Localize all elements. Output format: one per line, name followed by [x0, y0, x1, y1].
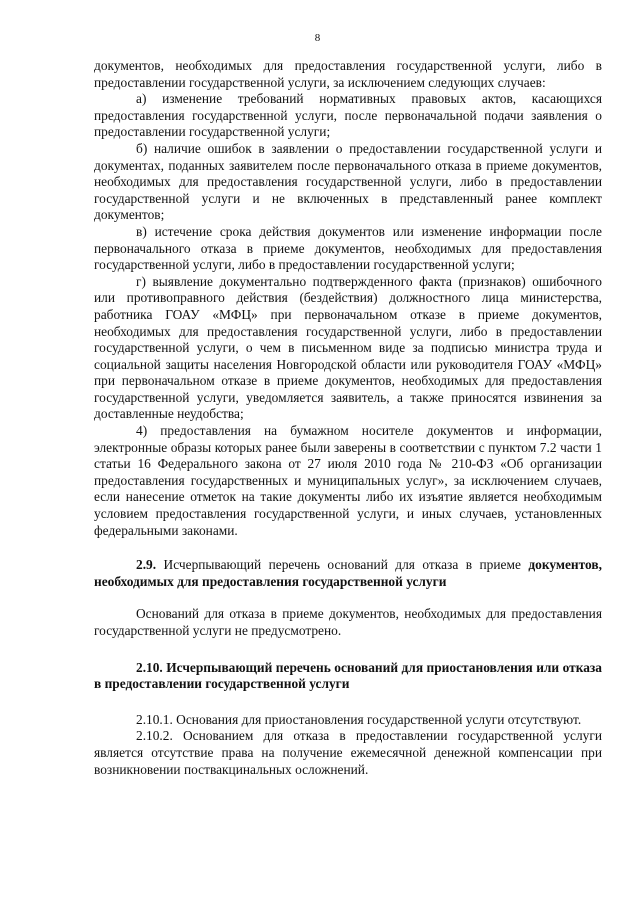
page-content: [94, 58, 602, 778]
paragraph-item-b: б) наличие ошибок в заявлении о предоставлении государственной услуги и документах, поданных заявителем после первоначального отказа в приеме документов, необходимых для предоставления государственной услуги, либо в предоставлении государственной услуги и не включенных в представленный ранее комплект документов;: [94, 140, 602, 223]
section-2-9-title: Исчерпывающий перечень оснований для отказа в приеме: [156, 557, 521, 573]
page-number: 8: [314, 32, 321, 44]
paragraph-item-g: г) выявление документально подтвержденного факта (признаков) ошибочного или противоправного действия (бездействия) должностного лица министерства, работника ГОАУ «МФЦ» при первоначальном отказе в приеме документов, необходимых для предоставления государственной услуги, либо в предоставлении государственной услуги, о чем в письменном виде за подписью министра труда и социальной защиты населения Новгородской области или руководителя ГОАУ «МФЦ» при первоначальном отказе в приеме документов, необходимых для предоставления государственной услуги, уведомляется заявитель, а также приносятся извинения за доставленные неудобства;: [94, 273, 602, 422]
paragraph-continuation: документов, необходимых для предоставления государственной услуги, либо в предоставлении государственной услуги, за исключением следующих случаев:: [94, 58, 602, 90]
paragraph-item-4: 4) предоставления на бумажном носителе документов и информации, электронные образы которых ранее были заверены в соответствии с пунктом 7.2 части 1 статьи 16 Федерального закона от 27 июля 2010 года № 210-ФЗ «Об организации предоставления государственных и муниципальных услуг», за исключением случаев, если нанесение отметок на такие документы либо их изъятие является необходимым условием предоставления государственной услуги, и иных случаев, установленных федеральными законами.: [94, 423, 602, 538]
section-2-9-heading: [94, 557, 602, 590]
section-2-10-heading: 2.10. Исчерпывающий перечень оснований для приостановления или отказа в предоставлении государственной услуги: [94, 659, 602, 692]
paragraph-item-v: в) истечение срока действия документов или изменение информации после первоначального отказа в приеме документов, необходимых для предоставления государственной услуги, либо в предоставлении государственной услуги;: [94, 223, 602, 273]
section-2-9-body: Оснований для отказа в приеме документов, необходимых для предоставления государственной услуги не предусмотрено.: [94, 606, 602, 638]
section-2-9-title-bold: документов, необходимых для предоставления государственной услуги: [94, 557, 602, 589]
section-2-9-number: 2.9.: [136, 557, 157, 573]
paragraph-item-a: а) изменение требований нормативных правовых актов, касающихся предоставления государственной услуги, после первоначальной подачи заявления о предоставлении государственной услуги;: [94, 91, 602, 140]
section-2-10-2: 2.10.2. Основанием для отказа в предоставлении государственной услуги является отсутствие права на получение ежемесячной денежной компенсации при возникновении поствакцинальных осложнений.: [94, 728, 602, 777]
section-2-10-1: 2.10.1. Основания для приостановления государственной услуги отсутствуют.: [136, 711, 582, 727]
